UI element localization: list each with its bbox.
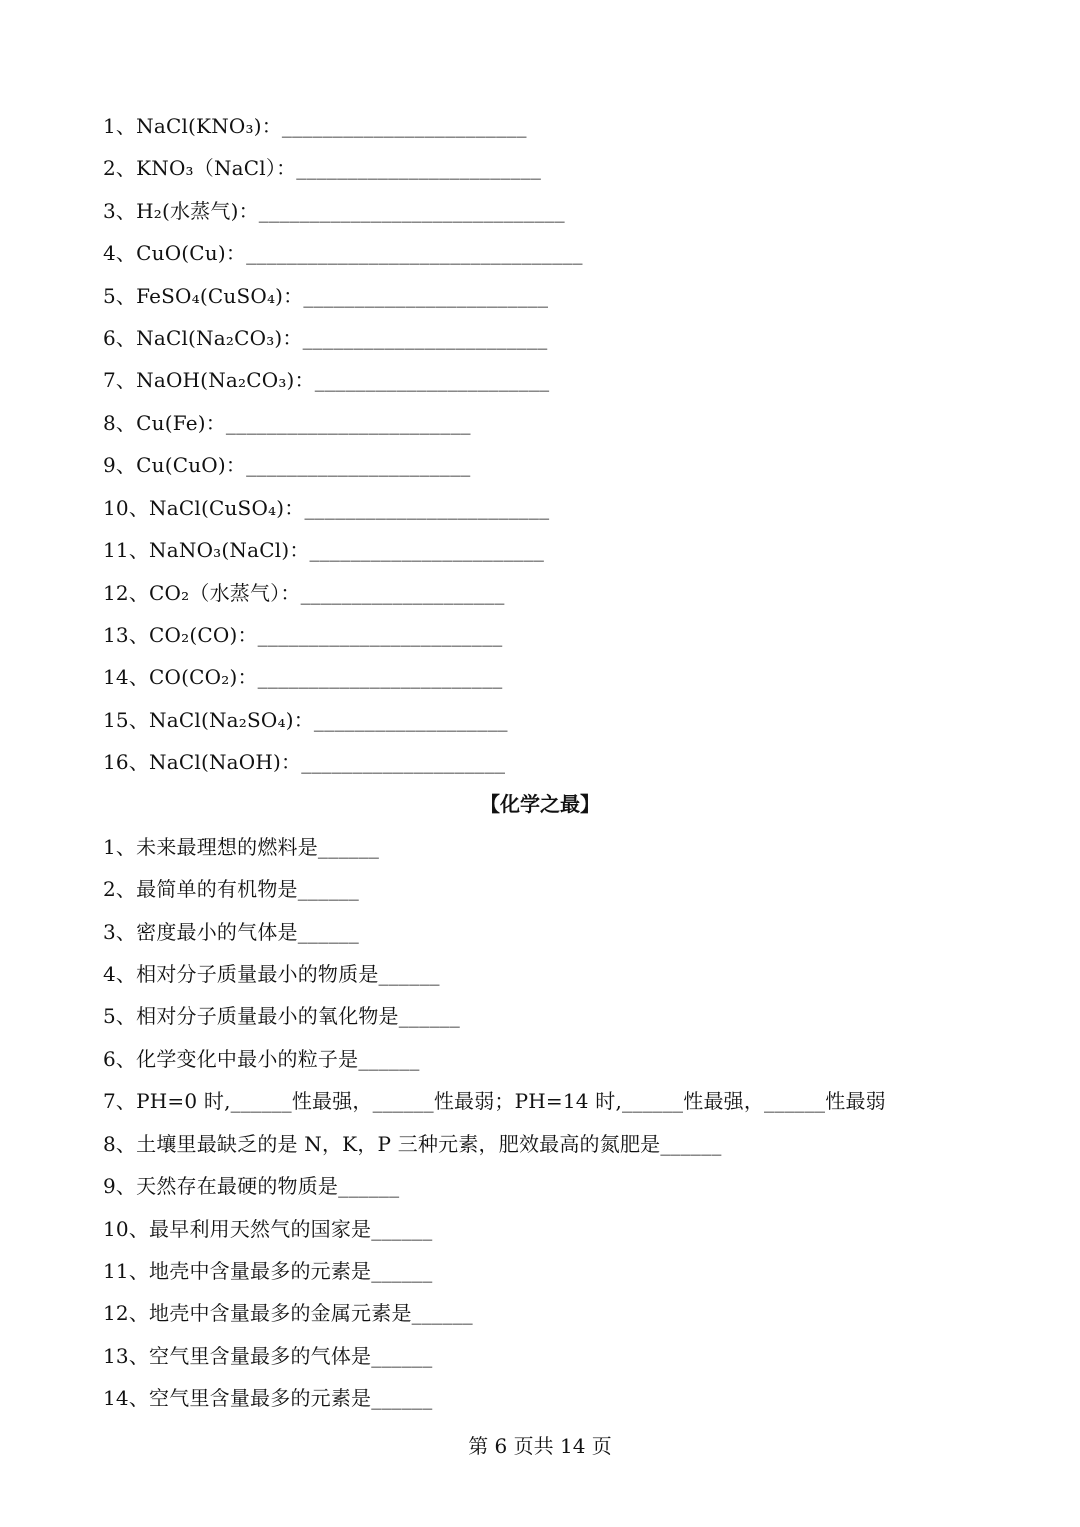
superlative-item-11: 11、地壳中含量最多的元素是______ <box>103 1259 433 1283</box>
superlative-item-14: 14、空气里含量最多的元素是______ <box>103 1386 433 1410</box>
superlative-item-12: 12、地壳中含量最多的金属元素是______ <box>103 1301 473 1325</box>
purification-item-3: 3、H₂(水蒸气)：______________________________ <box>103 199 565 223</box>
superlative-item-4: 4、相对分子质量最小的物质是______ <box>103 962 440 986</box>
purification-item-14: 14、CO(CO₂)：________________________ <box>103 665 503 689</box>
superlative-item-2: 2、最简单的有机物是______ <box>103 877 359 901</box>
purification-item-2: 2、KNO₃（NaCl）：________________________ <box>103 156 542 180</box>
purification-item-15: 15、NaCl(Na₂SO₄)：___________________ <box>103 708 508 732</box>
page-footer: 第 6 页共 14 页 <box>468 1434 612 1458</box>
purification-item-6: 6、NaCl(Na₂CO₃)：________________________ <box>103 326 548 350</box>
purification-item-5: 5、FeSO₄(CuSO₄)：________________________ <box>103 284 549 308</box>
purification-item-16: 16、NaCl(NaOH)：____________________ <box>103 750 506 774</box>
purification-item-11: 11、NaNO₃(NaCl)：_______________________ <box>103 538 545 562</box>
superlative-item-6: 6、化学变化中最小的粒子是______ <box>103 1047 420 1071</box>
purification-item-10: 10、NaCl(CuSO₄)：________________________ <box>103 496 550 520</box>
purification-item-13: 13、CO₂(CO)：________________________ <box>103 623 503 647</box>
purification-item-4: 4、CuO(Cu)：_________________________________ <box>103 241 583 265</box>
purification-item-9: 9、Cu(CuO)：______________________ <box>103 453 471 477</box>
superlative-item-10: 10、最早利用天然气的国家是______ <box>103 1217 433 1241</box>
superlative-item-5: 5、相对分子质量最小的氧化物是______ <box>103 1004 460 1028</box>
superlative-item-3: 3、密度最小的气体是______ <box>103 920 359 944</box>
purification-item-12: 12、CO₂（水蒸气）：____________________ <box>103 581 505 605</box>
superlative-item-8: 8、土壤里最缺乏的是 N，K，P 三种元素，肥效最高的氮肥是______ <box>103 1132 722 1156</box>
section-heading: 【化学之最】 <box>480 792 600 816</box>
purification-item-7: 7、NaOH(Na₂CO₃)：_______________________ <box>103 368 550 392</box>
superlative-item-9: 9、天然存在最硬的物质是______ <box>103 1174 400 1198</box>
superlative-item-7: 7、PH=0 时,______性最强，______性最弱；PH=14 时,______性最强，______性最弱 <box>103 1089 886 1113</box>
superlative-item-1: 1、未来最理想的燃料是______ <box>103 835 380 859</box>
superlative-item-13: 13、空气里含量最多的气体是______ <box>103 1344 433 1368</box>
purification-item-1: 1、NaCl(KNO₃)：________________________ <box>103 114 527 138</box>
purification-item-8: 8、Cu(Fe)：________________________ <box>103 411 471 435</box>
